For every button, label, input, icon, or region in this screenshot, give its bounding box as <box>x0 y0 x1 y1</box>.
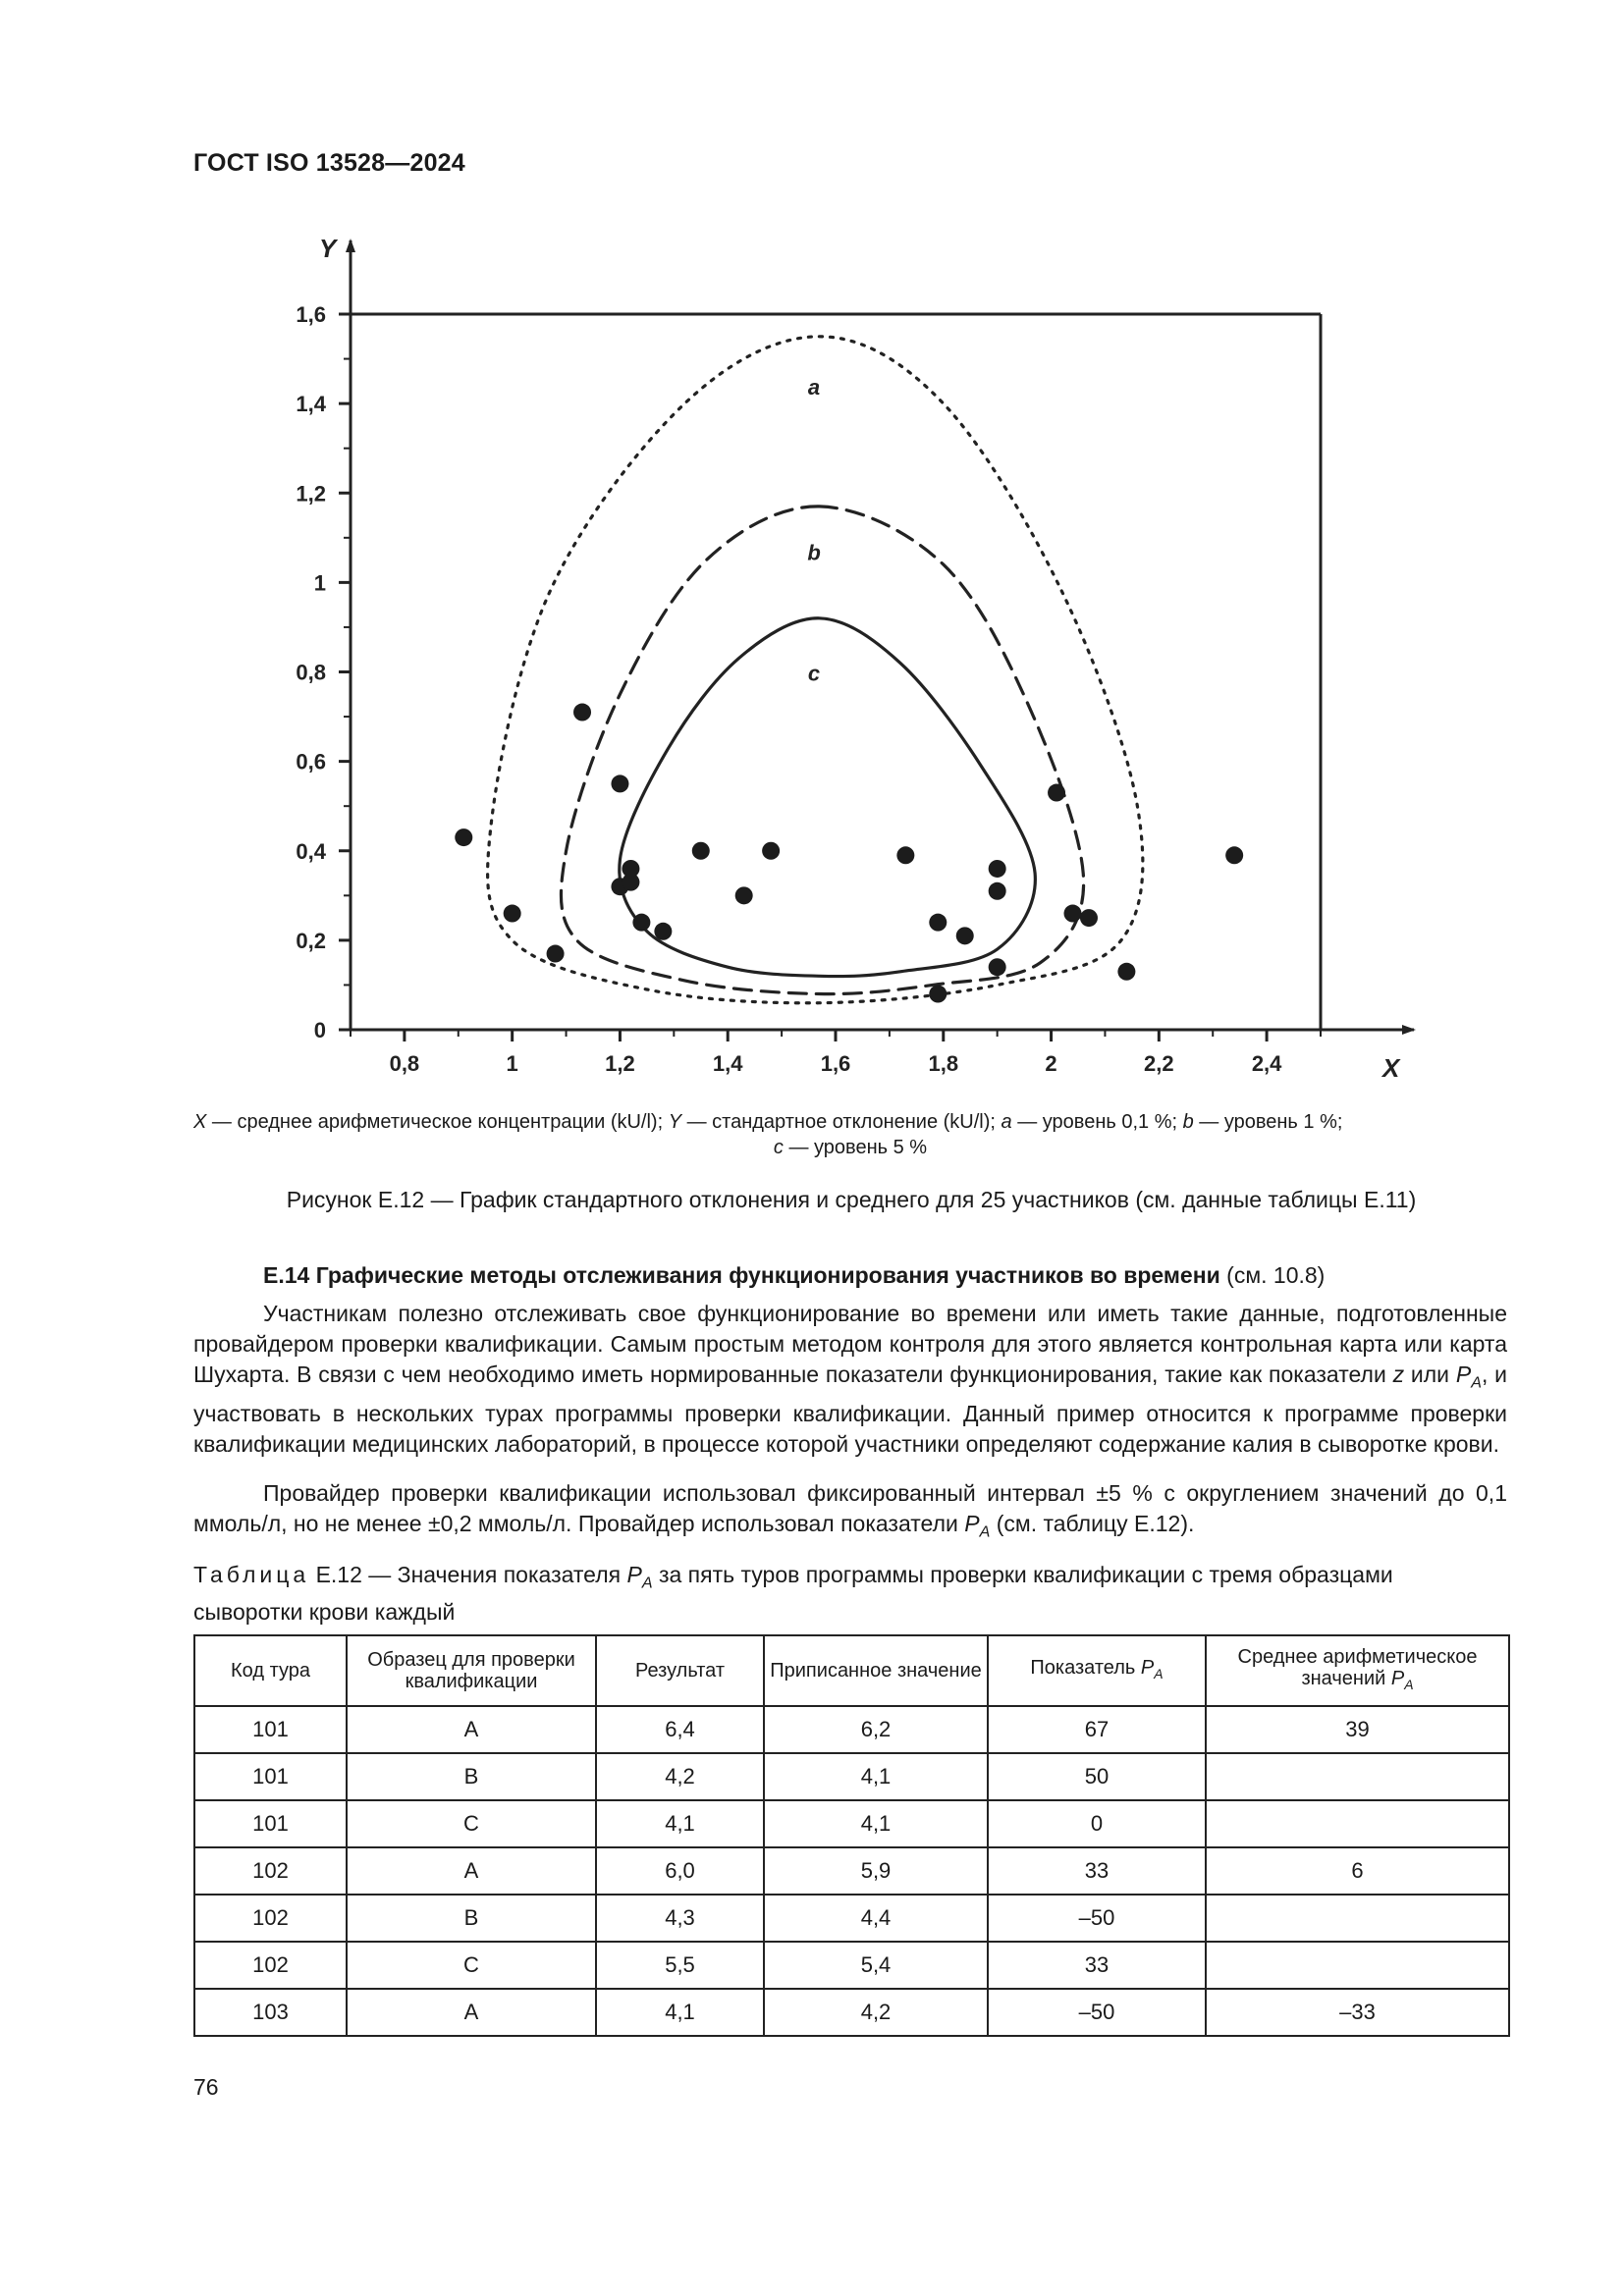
table-caption-a-sub: A <box>641 1574 653 1592</box>
cell-assigned: 4,4 <box>764 1895 988 1942</box>
table-row <box>194 1847 1509 1895</box>
header-result: Результат <box>596 1635 764 1706</box>
cell-pa: 33 <box>988 1942 1206 1989</box>
legend-c-desc: — уровень 5 % <box>783 1137 928 1158</box>
data-points <box>455 704 1243 1003</box>
cell-pa: –50 <box>988 1989 1206 2036</box>
data-point <box>762 842 780 860</box>
cell-result: 4,1 <box>596 1800 764 1847</box>
header-sample: Образец для проверки квалификации <box>347 1635 596 1706</box>
axis-labels <box>296 234 1401 1083</box>
p1-text-a: Участникам полезно отслеживать свое функционирование во времени или иметь такие данные, подготовленные провайдером проверки квалификации. Самым простым методом контроля для этого является контрольная карта или карта Шухарта. В связи с чем необходимо иметь нормированные показатели функционирования, такие как показатели <box>193 1301 1507 1387</box>
data-point <box>989 882 1006 900</box>
cell-pa: 50 <box>988 1753 1206 1800</box>
cell-pa: –50 <box>988 1895 1206 1942</box>
cell-mean: –33 <box>1206 1989 1509 2036</box>
header-pa-score <box>988 1635 1206 1706</box>
cell-mean: 39 <box>1206 1706 1509 1753</box>
p1-p-symbol: P <box>1455 1362 1472 1387</box>
legend-line-1 <box>193 1109 1507 1135</box>
x-axis-label: X <box>1382 1053 1400 1083</box>
y-tick-label: 0 <box>313 1018 326 1042</box>
legend-a-desc: — уровень 0,1 %; <box>1011 1111 1183 1133</box>
cell-assigned: 5,4 <box>764 1942 988 1989</box>
paragraph-2 <box>193 1478 1507 1548</box>
cell-assigned: 4,1 <box>764 1753 988 1800</box>
y-tick-label: 0,4 <box>296 838 326 864</box>
cell-pa: 33 <box>988 1847 1206 1895</box>
header-pa-label: Показатель <box>1030 1657 1141 1679</box>
table-row <box>194 1895 1509 1942</box>
table-row <box>194 1706 1509 1753</box>
scatter-chart <box>177 211 1453 1095</box>
cell-mean <box>1206 1895 1509 1942</box>
cell-pa: 67 <box>988 1706 1206 1753</box>
contour-c <box>620 618 1036 977</box>
cell-result: 5,5 <box>596 1942 764 1989</box>
cell-tour: 102 <box>194 1942 347 1989</box>
y-tick-label: 0,6 <box>296 749 326 774</box>
y-tick-label: 0,2 <box>296 928 326 953</box>
cell-mean <box>1206 1753 1509 1800</box>
section-heading <box>193 1260 1507 1291</box>
header-pa-sub: A <box>1154 1666 1164 1682</box>
data-point <box>989 860 1006 878</box>
cell-sample: C <box>347 1800 596 1847</box>
y-tick-label: 1,2 <box>296 481 326 507</box>
table-caption-p: P <box>626 1562 642 1587</box>
header-pa-p: P <box>1140 1657 1155 1679</box>
cell-assigned: 5,9 <box>764 1847 988 1895</box>
table-row <box>194 1753 1509 1800</box>
document-header: ГОСТ ISO 13528—2024 <box>193 149 465 177</box>
legend-x-symbol: X <box>193 1111 207 1133</box>
legend-y-desc: — стандартное отклонение (kU/l); <box>681 1111 1001 1133</box>
p1-a-subscript: A <box>1471 1373 1482 1392</box>
x-tick-label: 0,8 <box>389 1051 420 1076</box>
legend-y-symbol: Y <box>668 1111 682 1133</box>
data-point <box>611 774 628 792</box>
cell-pa: 0 <box>988 1800 1206 1847</box>
cell-sample: A <box>347 1989 596 2036</box>
legend-c-symbol: c <box>773 1137 784 1158</box>
cell-result: 6,0 <box>596 1847 764 1895</box>
data-point <box>989 958 1006 976</box>
p2-text-b: (см. таблицу Е.12). <box>990 1511 1195 1536</box>
x-tick-label: 1,4 <box>712 1051 743 1076</box>
figure-caption: Рисунок Е.12 — График стандартного отклонения и среднего для 25 участников (см. данные таблицы Е.11) <box>286 1187 1417 1212</box>
p2-p-symbol: P <box>964 1511 980 1536</box>
x-tick-label: 1,2 <box>605 1051 635 1076</box>
y-tick-label: 0,8 <box>296 660 326 685</box>
contour-label-c: c <box>807 661 821 686</box>
x-tick-label: 1 <box>506 1051 518 1076</box>
y-axis-label: Y <box>319 234 337 263</box>
table-row <box>194 1800 1509 1847</box>
cell-tour: 103 <box>194 1989 347 2036</box>
data-point <box>455 828 472 846</box>
p1-text-c: , и участвовать в нескольких турах программы проверки квалификации. Данный пример относится к программе проверки квалификации медицинских лабораторий, в процессе которой участники определяют содержание калия в сыворотке крови. <box>193 1362 1507 1457</box>
cell-sample: A <box>347 1847 596 1895</box>
header-mean-sub: A <box>1404 1677 1414 1692</box>
data-point <box>547 945 565 963</box>
header-pa-mean <box>1206 1635 1509 1706</box>
legend-line-2 <box>193 1135 1507 1160</box>
cell-assigned: 4,1 <box>764 1800 988 1847</box>
cell-assigned: 6,2 <box>764 1706 988 1753</box>
paragraph-1 <box>193 1299 1507 1460</box>
data-point <box>956 927 974 944</box>
data-point <box>692 842 710 860</box>
header-mean-p: P <box>1390 1668 1405 1689</box>
table-caption-a: Е.12 — Значения показателя <box>309 1562 627 1587</box>
x-tick-label: 2,4 <box>1251 1051 1282 1076</box>
x-tick-label: 1,6 <box>820 1051 851 1076</box>
cell-tour: 102 <box>194 1895 347 1942</box>
y-tick-label: 1 <box>313 570 326 596</box>
page-number: 76 <box>193 2074 219 2100</box>
table-word: Таблица <box>193 1562 310 1587</box>
cell-tour: 101 <box>194 1753 347 1800</box>
section-title: Е.14 Графические методы отслеживания функционирования участников во времени <box>263 1262 1220 1288</box>
header-tour-code: Код тура <box>194 1635 347 1706</box>
table-header-row <box>194 1635 1509 1706</box>
x-tick-label: 2 <box>1045 1051 1057 1076</box>
data-point <box>1048 784 1065 802</box>
table-caption-b: за пять туров программы проверки квалификации с тремя образцами сыворотки крови каждый <box>193 1562 1393 1625</box>
legend-a-symbol: a <box>1001 1111 1012 1133</box>
header-assigned-value: Приписанное значение <box>764 1635 988 1706</box>
data-point <box>929 986 947 1003</box>
data-point <box>1080 909 1098 927</box>
data-table <box>193 1634 1510 2037</box>
cell-mean: 6 <box>1206 1847 1509 1895</box>
table-row <box>194 1942 1509 1989</box>
section-ref: (см. 10.8) <box>1219 1262 1326 1288</box>
p2-text-a: Провайдер проверки квалификации использовал фиксированный интервал ±5 % с округлением значений до 0,1 ммоль/л, но не менее ±0,2 ммоль/л. Провайдер использовал показатели <box>193 1480 1507 1536</box>
legend-b-desc: — уровень 1 %; <box>1193 1111 1343 1133</box>
data-point <box>1117 963 1135 981</box>
header-mean-label: Среднее арифметическое значений <box>1237 1646 1478 1689</box>
data-point <box>622 874 639 891</box>
data-point <box>896 846 914 864</box>
cell-result: 6,4 <box>596 1706 764 1753</box>
data-point <box>735 886 753 904</box>
data-point <box>504 905 521 923</box>
y-tick-label: 1,6 <box>296 302 326 327</box>
cell-result: 4,3 <box>596 1895 764 1942</box>
cell-sample: B <box>347 1753 596 1800</box>
contour-label-b: b <box>807 540 821 565</box>
cell-sample: B <box>347 1895 596 1942</box>
table-row <box>194 1989 1509 2036</box>
cell-tour: 101 <box>194 1706 347 1753</box>
cell-mean <box>1206 1942 1509 1989</box>
data-point <box>929 914 947 932</box>
p1-z-symbol: z <box>1392 1362 1405 1387</box>
cell-result: 4,1 <box>596 1989 764 2036</box>
cell-assigned: 4,2 <box>764 1989 988 2036</box>
data-point <box>1064 905 1082 923</box>
x-tick-label: 2,2 <box>1144 1051 1174 1076</box>
x-tick-label: 1,8 <box>928 1051 959 1076</box>
cell-mean <box>1206 1800 1509 1847</box>
p2-a-subscript: A <box>979 1522 991 1541</box>
p1-text-b: или <box>1404 1362 1456 1387</box>
cell-sample: C <box>347 1942 596 1989</box>
table-caption <box>193 1561 1507 1627</box>
data-point <box>632 914 650 932</box>
legend-x-desc: — среднее арифметическое концентрации (kU/l); <box>206 1111 669 1133</box>
cell-tour: 102 <box>194 1847 347 1895</box>
legend-b-symbol: b <box>1182 1111 1194 1133</box>
contour-label-a: a <box>807 375 821 400</box>
data-point <box>573 704 591 721</box>
y-tick-label: 1,4 <box>296 392 326 417</box>
data-point <box>1225 846 1243 864</box>
cell-tour: 101 <box>194 1800 347 1847</box>
data-point <box>654 923 672 940</box>
figure-legend <box>193 1109 1507 1160</box>
cell-sample: A <box>347 1706 596 1753</box>
cell-result: 4,2 <box>596 1753 764 1800</box>
